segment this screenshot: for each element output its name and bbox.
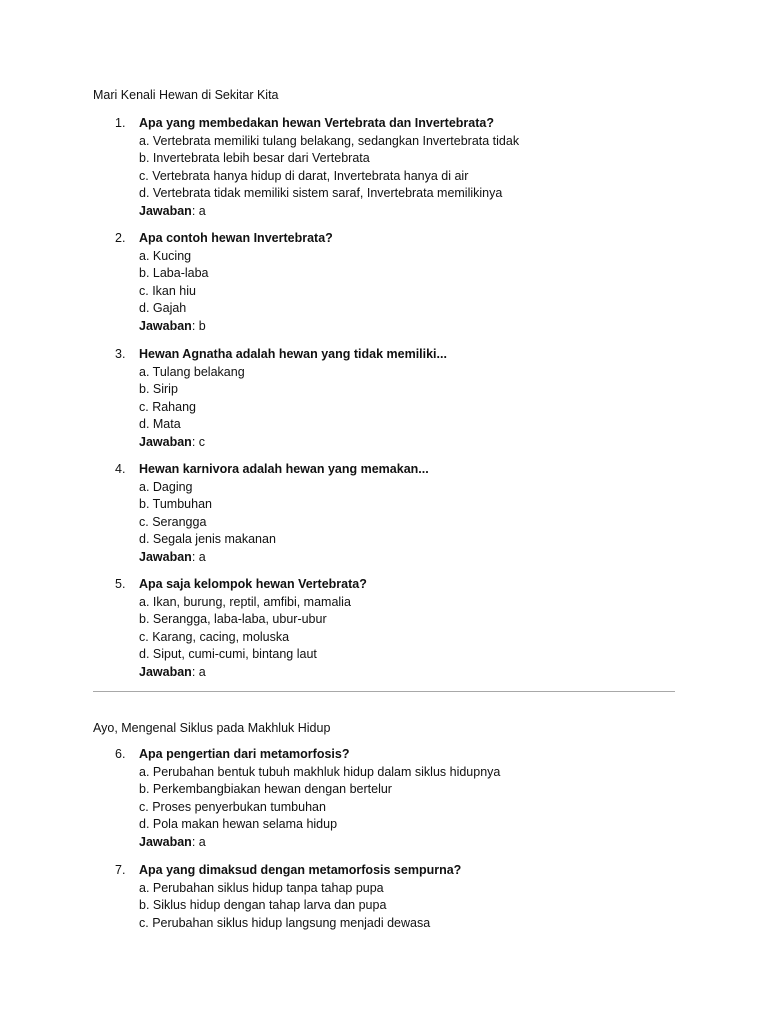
option-b: b. Sirip: [139, 382, 178, 396]
answer-label: Jawaban: [139, 664, 192, 679]
option-d: d. Gajah: [139, 301, 187, 315]
option-b: b. Invertebrata lebih besar dari Vertebrata: [139, 151, 370, 165]
answer-label: Jawaban: [139, 318, 192, 333]
answer-value: : a: [191, 549, 206, 564]
option-b: b. Laba-laba: [139, 266, 209, 280]
option-c: c. Serangga: [139, 514, 207, 529]
option-d: d. Pola makan hewan selama hidup: [139, 817, 338, 831]
question-text: Apa saja kelompok hewan Vertebrata?: [139, 577, 367, 591]
answer-line: [139, 203, 709, 221]
option-d: d. Siput, cumi-cumi, bintang laut: [139, 647, 317, 661]
question-text: Apa contoh hewan Invertebrata?: [139, 231, 333, 245]
question-text: Apa yang membedakan hewan Vertebrata dan Invertebrata?: [139, 116, 494, 130]
option-b: b. Perkembangbiakan hewan dengan bertelur: [139, 782, 392, 796]
answer-label: Jawaban: [139, 434, 192, 449]
question-number: 2.: [115, 231, 126, 245]
question-number: 7.: [115, 863, 126, 877]
option-a: a. Daging: [139, 479, 193, 494]
answer-value: : a: [191, 203, 206, 218]
option-d: d. Mata: [139, 417, 181, 431]
question-number: 3.: [115, 347, 126, 361]
answer-label: Jawaban: [139, 203, 192, 218]
option-c: c. Karang, cacing, moluska: [139, 629, 290, 644]
question-number: 1.: [115, 116, 126, 130]
answer-line: [139, 664, 709, 682]
section-title-hewan: Mari Kenali Hewan di Sekitar Kita: [93, 88, 279, 102]
question-text: Apa yang dimaksud dengan metamorfosis sempurna?: [139, 863, 462, 877]
answer-value: : b: [191, 318, 206, 333]
answer-line: [139, 318, 709, 336]
option-c: c. Ikan hiu: [139, 283, 196, 298]
answer-value: : a: [191, 664, 206, 679]
option-a: a. Tulang belakang: [139, 364, 245, 379]
option-b: b. Siklus hidup dengan tahap larva dan pupa: [139, 898, 387, 912]
question-number: 4.: [115, 462, 126, 476]
answer-value: : a: [191, 834, 206, 849]
option-c: c. Proses penyerbukan tumbuhan: [139, 799, 326, 814]
option-c: c. Perubahan siklus hidup langsung menjadi dewasa: [139, 915, 431, 930]
section-title-siklus: Ayo, Mengenal Siklus pada Makhluk Hidup: [93, 721, 331, 735]
question-text: Apa pengertian dari metamorfosis?: [139, 747, 350, 761]
question-number: 6.: [115, 747, 126, 761]
option-a: a. Vertebrata memiliki tulang belakang, sedangkan Invertebrata tidak: [139, 133, 520, 148]
question-text: Hewan karnivora adalah hewan yang memakan...: [139, 462, 429, 476]
option-a: a. Perubahan bentuk tubuh makhluk hidup dalam siklus hidupnya: [139, 764, 501, 779]
answer-line: [139, 549, 709, 567]
answer-line: [139, 834, 709, 852]
answer-label: Jawaban: [139, 549, 192, 564]
option-d: d. Segala jenis makanan: [139, 532, 276, 546]
option-b: b. Serangga, laba-laba, ubur-ubur: [139, 612, 327, 626]
option-c: c. Rahang: [139, 399, 196, 414]
question-text: Hewan Agnatha adalah hewan yang tidak memiliki...: [139, 347, 447, 361]
option-a: a. Ikan, burung, reptil, amfibi, mamalia: [139, 594, 351, 609]
option-a: a. Perubahan siklus hidup tanpa tahap pupa: [139, 880, 384, 895]
answer-line: [139, 434, 709, 452]
option-b: b. Tumbuhan: [139, 497, 212, 511]
question-number: 5.: [115, 577, 126, 591]
answer-value: : c: [191, 434, 206, 449]
section-divider: [93, 691, 675, 692]
answer-label: Jawaban: [139, 834, 192, 849]
option-d: d. Vertebrata tidak memiliki sistem saraf, Invertebrata memilikinya: [139, 186, 503, 200]
option-c: c. Vertebrata hanya hidup di darat, Invertebrata hanya di air: [139, 168, 469, 183]
option-a: a. Kucing: [139, 248, 192, 263]
